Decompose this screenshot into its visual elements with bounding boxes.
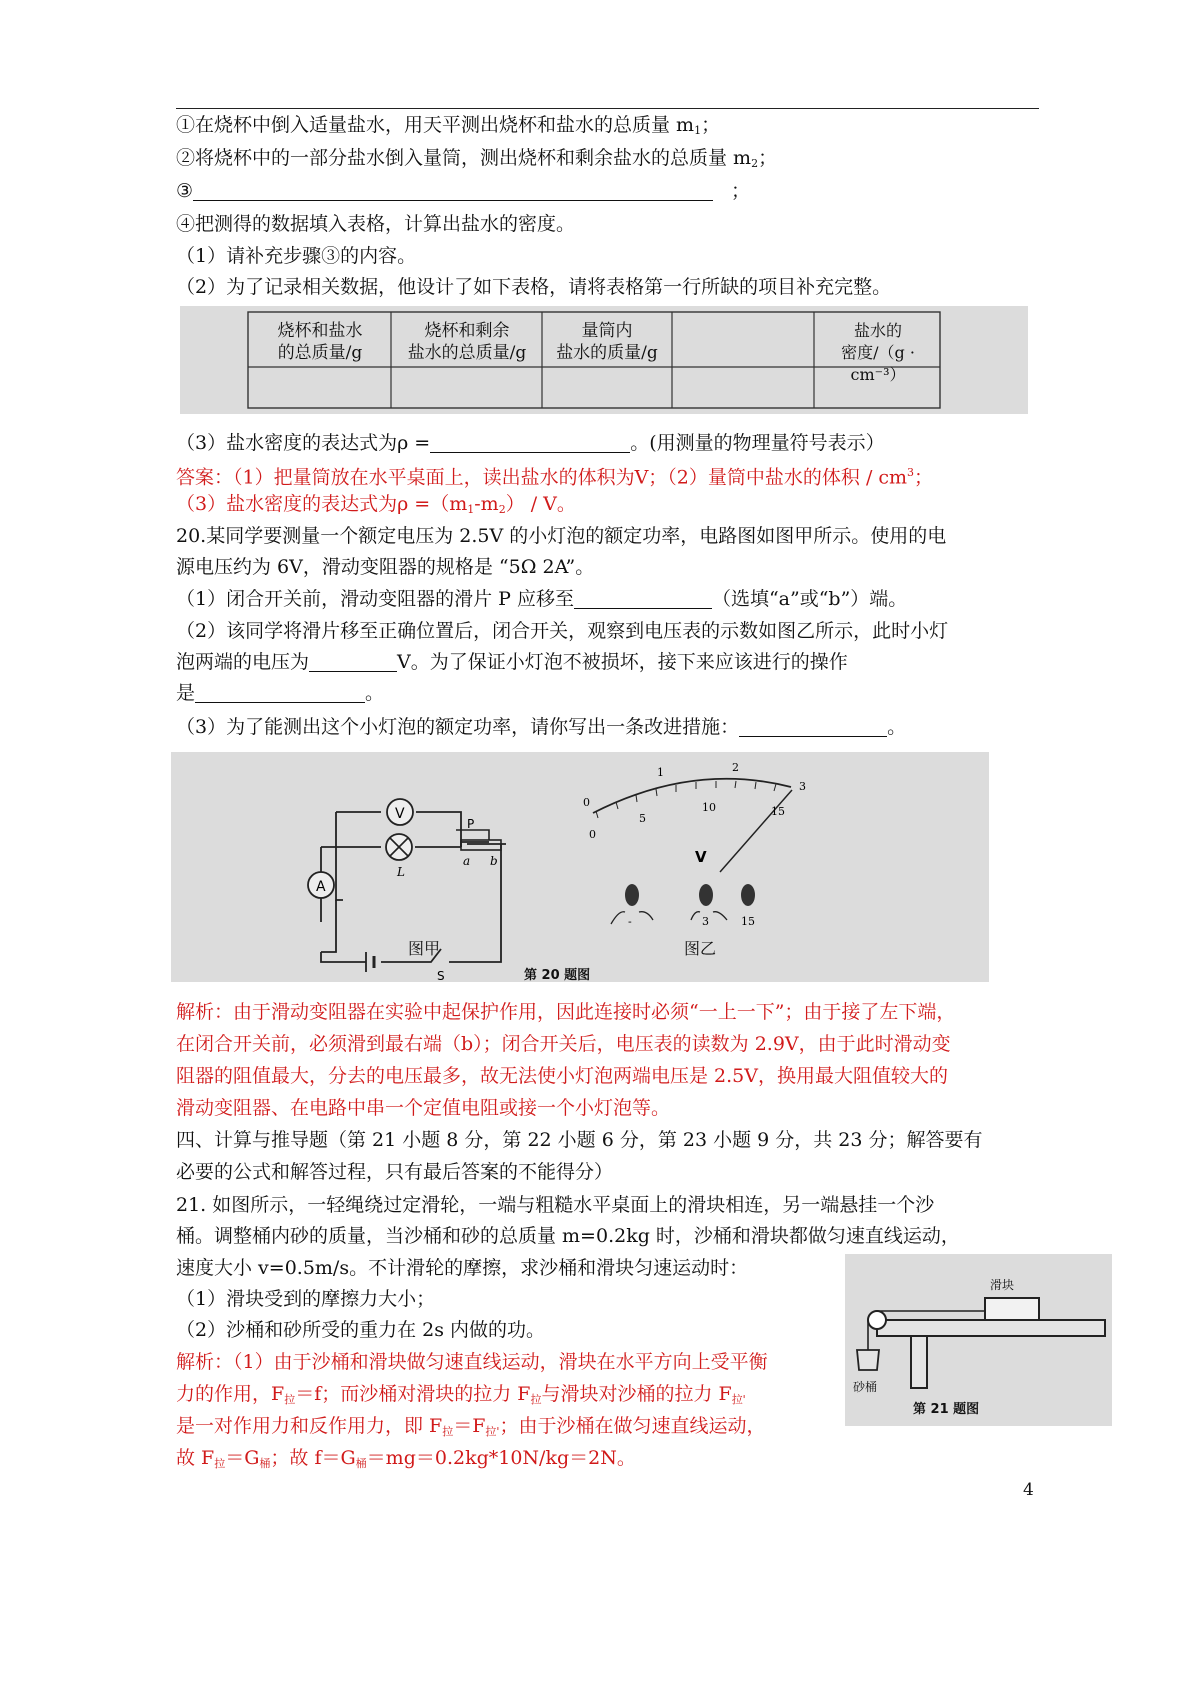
q21-stem-3: 速度大小 v=0.5m/s。不计滑轮的摩擦，求沙桶和滑块匀速运动时： [176, 1257, 749, 1279]
meter-top-1: 1 [657, 766, 664, 779]
q21-analysis-3: 是一对作用力和反作用力，即 $F_拉=F_{拉'}$；由于沙桶在做匀速直线运动， [176, 1415, 766, 1438]
table-top [877, 1320, 1105, 1336]
meter-scale-arc [593, 779, 791, 813]
meter-bottom-1: 5 [639, 812, 646, 825]
bucket-label: 砂桶 [853, 1380, 878, 1394]
meter-top-2: 2 [732, 761, 739, 774]
data-table-figure [180, 306, 1028, 414]
figure-21-title: 第 21 题图 [913, 1402, 980, 1417]
terminal-3: 3 [702, 915, 709, 928]
meter-top-3: 3 [799, 780, 806, 793]
q21-stem-1: 21. 如图所示，一轻绳绕过定滑轮，一端与粗糙水平桌面上的滑块相连，另一端悬挂一个沙 [176, 1194, 935, 1216]
meter-top-0: 0 [583, 796, 590, 809]
q19-part-1: （1）请补充步骤③的内容。 [176, 245, 417, 267]
meter-unit: V [695, 848, 707, 866]
table-header-1: 烧杯和盐水 的总质量/g [277, 321, 363, 363]
terminal-minus: - [628, 915, 632, 928]
pulley-wheel [868, 1311, 886, 1329]
q20-part-2-line-3: 是 。 [176, 682, 385, 704]
figure-label-jia: 图甲 [408, 939, 441, 958]
sand-bucket [857, 1350, 879, 1370]
q20-analysis-1: 解析：由于滑动变阻器在实验中起保护作用，因此连接时必须“一上一下”；由于接了左下端， [176, 1001, 956, 1023]
q21-part-1: （1）滑块受到的摩擦力大小； [176, 1288, 436, 1310]
table-leg [911, 1336, 927, 1388]
meter-bottom-0: 0 [589, 828, 596, 841]
q20-part-2-line-2: 泡两端的电压为 V。为了保证小灯泡不被损坏，接下来应该进行的操作 [176, 651, 848, 673]
page-number: 4 [1023, 1480, 1034, 1500]
figure-20-title: 第 20 题图 [524, 968, 591, 983]
q21-stem-2: 桶。调整桶内砂的质量，当沙桶和砂的总质量 m=0.2kg 时，沙桶和滑块都做匀速直线运动， [176, 1225, 960, 1247]
step-4: ④把测得的数据填入表格，计算出盐水的密度。 [176, 213, 576, 235]
terminal-letter-b: b [490, 854, 498, 868]
q21-figure [845, 1254, 1112, 1426]
terminal-letter-a: a [463, 854, 471, 868]
table-header-3: 量筒内 盐水的质量/g [556, 321, 658, 363]
lamp-letter: L [397, 865, 405, 879]
block-label: 滑块 [990, 1278, 1015, 1292]
switch-letter: S [437, 969, 445, 982]
q20-analysis-4: 滑动变阻器、在电路中串一个定值电阻或接一个小灯泡等。 [176, 1097, 671, 1119]
q20-part-3: （3）为了能测出这个小灯泡的额定功率，请你写出一条改进措施： 。 [176, 716, 907, 738]
q21-analysis-1: 解析：（1）由于沙桶和滑块做匀速直线运动，滑块在水平方向上受平衡 [176, 1351, 768, 1373]
step-3: ③ ； [176, 180, 751, 202]
circuit-and-meter-drawing [171, 752, 989, 982]
step-1: ①在烧杯中倒入适量盐水，用天平测出烧杯和盐水的总质量 $m_1$； [176, 114, 721, 137]
meter-bottom-2: 10 [702, 801, 716, 814]
ammeter-letter: A [316, 879, 326, 895]
q21-analysis-4: 故 $F_拉=G_桶$；故 $f=G_桶=mg=0.2kg*10N/kg=2N$。 [176, 1447, 636, 1470]
q19-part-3: （3）盐水密度的表达式为ρ = 。(用测量的物理量符号表示） [176, 432, 885, 454]
q21-part-2: （2）沙桶和砂所受的重力在 2s 内做的功。 [176, 1319, 546, 1341]
step-2: ②将烧杯中的一部分盐水倒入量筒，测出烧杯和剩余盐水的总质量 $m_2$； [176, 147, 778, 170]
q20-stem-1: 20.某同学要测量一个额定电压为 2.5V 的小灯泡的额定功率，电路图如图甲所示。使用的电 [176, 525, 947, 547]
meter-needle [720, 790, 792, 872]
meter-bottom-3: 15 [771, 805, 785, 818]
q20-analysis-3: 阻器的阻值最大，分去的电压最多，故无法使小灯泡两端电压是 2.5V，换用最大阻值较大的 [176, 1065, 948, 1087]
terminal-15: 15 [741, 915, 755, 928]
q20-stem-2: 源电压约为 6V，滑动变阻器的规格是 “5Ω 2A”。 [176, 556, 595, 578]
q20-figure [171, 752, 989, 982]
q19-part-2: （2）为了记录相关数据，他设计了如下表格，请将表格第一行所缺的项目补充完整。 [176, 276, 892, 298]
figure-label-yi: 图乙 [684, 939, 717, 958]
q19-answer-1: 答案：（1）把量筒放在水平桌面上，读出盐水的体积为V；（2）量筒中盐水的体积 / $cm^3$； [176, 466, 934, 489]
q20-analysis-2: 在闭合开关前，必须滑到最右端（b）；闭合开关后，电压表的读数为 2.9V，由于此时滑动变 [176, 1033, 951, 1055]
section-4-heading-1: 四、计算与推导题（第 21 小题 8 分，第 22 小题 6 分，第 23 小题 9 分，共 23 分；解答要有 [176, 1129, 983, 1151]
sliding-block [985, 1298, 1039, 1320]
q20-part-1: （1）闭合开关前，滑动变阻器的滑片 P 应移至 （选填“a”或“b”）端。 [176, 588, 908, 610]
section-4-heading-2: 必要的公式和解答过程，只有最后答案的不能得分） [176, 1161, 614, 1183]
q19-answer-2: （3）盐水密度的表达式为$\rho =(m_1-m_2) / V$。 [176, 493, 576, 516]
header-rule [176, 108, 1039, 109]
q20-part-2-line-1: （2）该同学将滑片移至正确位置后，闭合开关，观察到电压表的示数如图乙所示，此时小灯 [176, 620, 949, 642]
slider-letter-p: P [467, 817, 475, 831]
q21-analysis-2: 力的作用，$F_拉=f$；而沙桶对滑块的拉力 $F_拉$与滑块对沙桶的拉力 $F_{拉'}$ [176, 1383, 746, 1406]
table-header-5: 盐水的 密度/（g · cm⁻³） [841, 321, 915, 384]
table-header-2: 烧杯和剩余 盐水的总质量/g [407, 321, 527, 363]
voltmeter-letter: V [395, 806, 405, 822]
